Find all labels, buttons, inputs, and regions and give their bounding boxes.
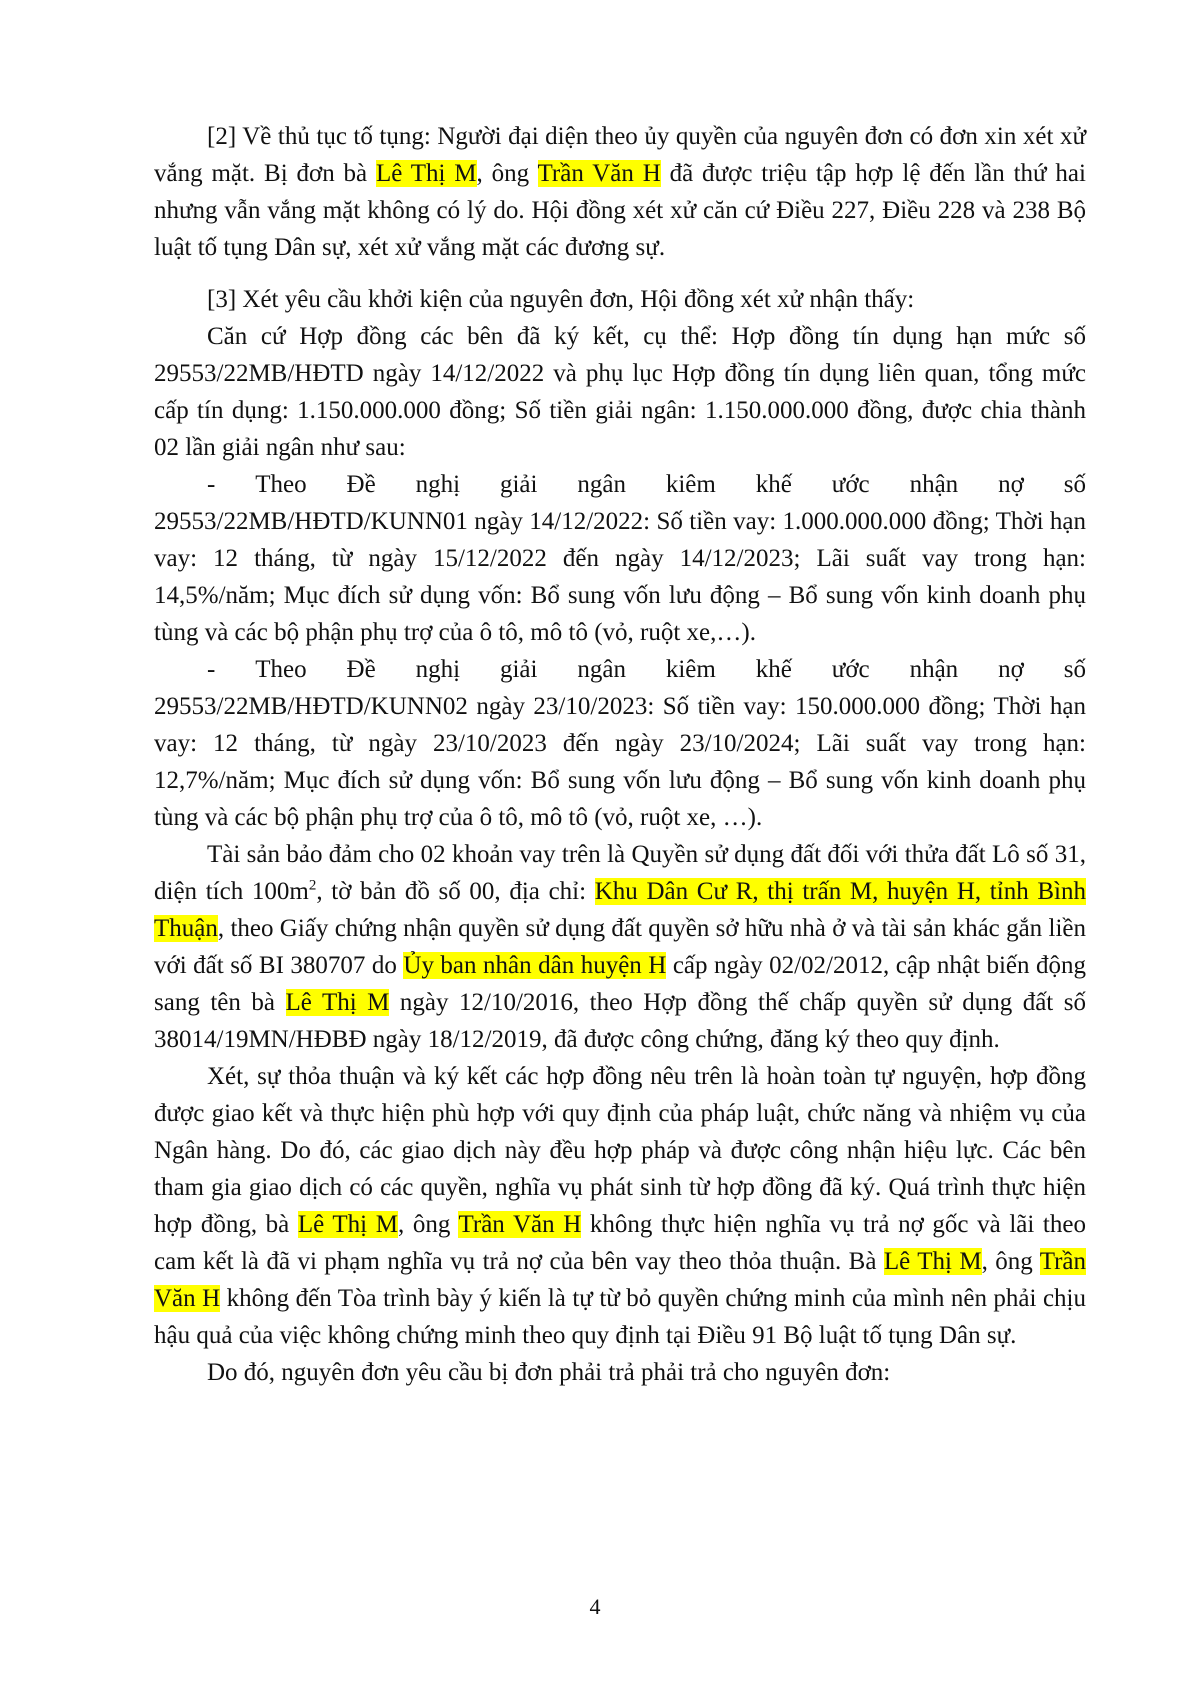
page-number: 4 xyxy=(589,1594,601,1619)
document-body xyxy=(154,118,1086,1391)
highlighted-address: Khu Dân Cư R, thị trấn M, huyện H, tỉnh Bình Thuận xyxy=(154,878,1086,942)
highlighted-name: Lê Thị M xyxy=(297,1211,398,1238)
highlighted-name: Lê Thị M xyxy=(883,1248,982,1275)
paragraph-contract-basis: Căn cứ Hợp đồng các bên đã ký kết, cụ thể: Hợp đồng tín dụng hạn mức số 29553/22MB/HĐTD ngày 14/12/2022 và phụ lục Hợp đồng tín dụng liên quan, tổng mức cấp tín dụng: 1.150.000.000 đồng; Số tiền giải ngân: 1.150.000.000 đồng, được chia thành 02 lần giải ngân như sau: xyxy=(154,323,1086,461)
bullet-disbursement-1 xyxy=(154,466,1086,651)
paragraph-procedure: [2] Về thủ tục tố tụng: Người đại diện theo ủy quyền của nguyên đơn có đơn xin xét xử vắng mặt. Bị đơn bà Lê Thị M, ông Trần Văn H đã được triệu tập hợp lệ đến lần thứ hai nhưng vẫn vắng mặt không có lý do. Hội đồng xét xử căn cứ Điều 227, Điều 228 và 238 Bộ luật tố tụng Dân sự, xét xử vắng mặt các đương sự. xyxy=(154,123,1086,261)
highlighted-name: Trần Văn H xyxy=(537,160,661,187)
highlighted-name: Trần Văn H xyxy=(458,1211,582,1238)
paragraph-claim-review: [3] Xét yêu cầu khởi kiện của nguyên đơn, Hội đồng xét xử nhận thấy: xyxy=(207,286,915,313)
bullet-rest: 29553/22MB/HĐTD/KUNN01 ngày 14/12/2022: Số tiền vay: 1.000.000.000 đồng; Thời hạn vay: 12 tháng, từ ngày 15/12/2022 đến ngày 14/12/2023; Lãi suất vay trong hạn: 14,5%/năm; Mục đích sử dụng vốn: Bổ sung vốn lưu động – Bổ sung vốn kinh doanh phụ tùng và các bộ phận phụ trợ của ô tô, mô tô (vỏ, ruột xe,…). xyxy=(154,508,1086,646)
paragraph-assessment: Xét, sự thỏa thuận và ký kết các hợp đồng nêu trên là hoàn toàn tự nguyện, hợp đồng được giao kết và thực hiện phù hợp với quy định của pháp luật, chức năng và nhiệm vụ của Ngân hàng. Do đó, các giao dịch này đều hợp pháp và được công nhận hiệu lực. Các bên tham gia giao dịch có các quyền, nghĩa vụ phát sinh từ hợp đồng đã ký. Quá trình thực hiện hợp đồng, bà Lê Thị M, ông Trần Văn H không thực hiện nghĩa vụ trả nợ gốc và lãi theo cam kết là đã vi phạm nghĩa vụ trả nợ của bên vay theo thỏa thuận. Bà Lê Thị M, ông Trần Văn H không đến Tòa trình bày ý kiến là tự từ bỏ quyền chứng minh của mình nên phải chịu hậu quả của việc không chứng minh theo quy định tại Điều 91 Bộ luật tố tụng Dân sự. xyxy=(154,1063,1087,1349)
paragraph-conclusion: Do đó, nguyên đơn yêu cầu bị đơn phải trả phải trả cho nguyên đơn: xyxy=(207,1359,891,1386)
paragraph-collateral: Tài sản bảo đảm cho 02 khoản vay trên là Quyền sử dụng đất đối với thửa đất Lô số 31, diện tích $100m^2$, tờ bản đồ số 00, địa chỉ: Khu Dân Cư R, thị trấn M, huyện H, tỉnh Bình Thuận, theo Giấy chứng nhận quyền sử dụng đất quyền sở hữu nhà ở và tài sản khác gắn liền với đất số BI 380707 do Ủy ban nhân dân huyện H cấp ngày 02/02/2012, cập nhật biến động sang tên bà Lê Thị M ngày 12/10/2016, theo Hợp đồng thế chấp quyền sử dụng đất số 38014/19MN/HĐBĐ ngày 18/12/2019, đã được công chứng, đăng ký theo quy định. xyxy=(154,841,1086,1053)
bullet-first-line: - Theo Đề nghị giải ngân kiêm khế ước nhận nợ số xyxy=(207,471,1086,498)
highlighted-name: Lê Thị M xyxy=(285,989,390,1016)
highlighted-name: Lê Thị M xyxy=(375,160,477,187)
bullet-first-line: - Theo Đề nghị giải ngân kiêm khế ước nhận nợ số xyxy=(207,656,1086,683)
bullet-rest: 29553/22MB/HĐTD/KUNN02 ngày 23/10/2023: Số tiền vay: 150.000.000 đồng; Thời hạn vay: 12 tháng, từ ngày 23/10/2023 đến ngày 23/10/2024; Lãi suất vay trong hạn: 12,7%/năm; Mục đích sử dụng vốn: Bổ sung vốn lưu động – Bổ sung vốn kinh doanh phụ tùng và các bộ phận phụ trợ của ô tô, mô tô (vỏ, ruột xe, …). xyxy=(154,693,1086,831)
highlighted-name: Trần Văn H xyxy=(154,1248,1087,1312)
highlighted-organization: Ủy ban nhân dân huyện H xyxy=(403,952,667,979)
superscript: 2 xyxy=(308,877,317,894)
bullet-disbursement-2 xyxy=(154,651,1086,836)
